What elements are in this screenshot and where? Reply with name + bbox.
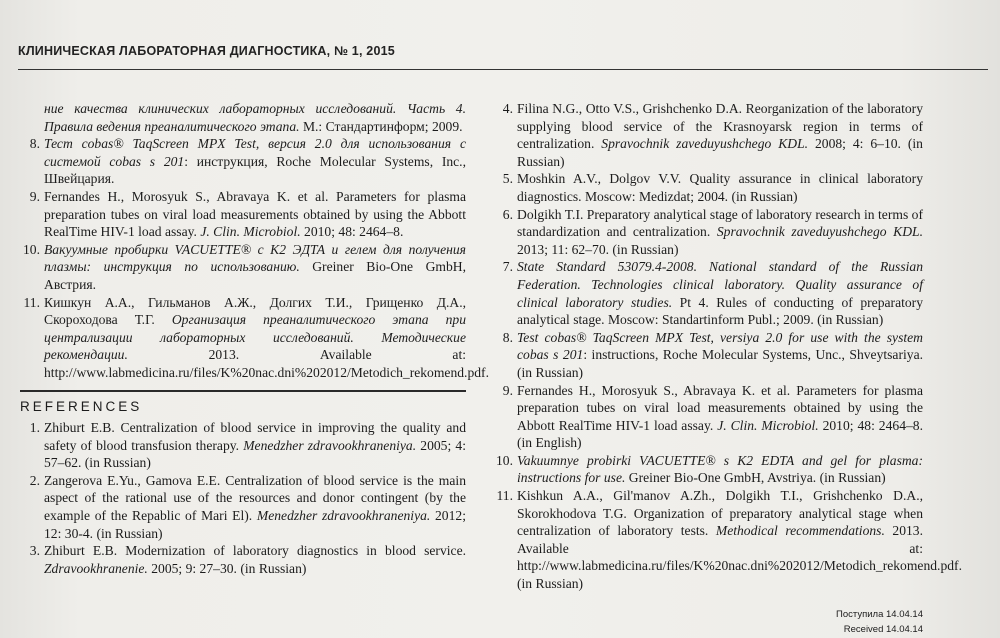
reference-plain: Greiner Bio-One GmbH, Австрия. bbox=[44, 259, 466, 292]
reference-plain-tail: 2010; 48: 2464–8. bbox=[300, 224, 404, 240]
reference-item-ru-10 bbox=[20, 241, 466, 294]
reference-italic: Menedzher zdravookhraneniya. bbox=[256, 508, 431, 524]
reference-number: 6. bbox=[502, 206, 513, 222]
reference-plain: Filina N.G., Otto V.S., Grishchenko D.A. Reorganization of the laboratory supplying blood service of the Krasnoyarsk region in terms of centralization. bbox=[517, 101, 923, 152]
reference-plain-tail: 2012; 12: 30-4. (in Russian) bbox=[44, 508, 466, 541]
reference-plain: Dolgikh T.I. Preparatory analytical stage of laboratory research in terms of standardization and centralization. bbox=[517, 206, 923, 240]
reference-item-en-11 bbox=[493, 487, 962, 593]
reference-number: 5. bbox=[502, 171, 513, 187]
reference-italic: Spravochnik zaveduyushchego KDL. bbox=[716, 224, 924, 240]
reference-plain-tail: 2005; 9: 27–30. (in Russian) bbox=[147, 560, 307, 576]
reference-plain: Zhiburt E.B. Modernization of laboratory diagnostics in blood service. bbox=[44, 543, 466, 559]
reference-italic: Methodical recommendations. bbox=[715, 523, 885, 539]
reference-item-en-9 bbox=[493, 382, 923, 452]
reference-plain-tail: 2013; 11: 62–70. (in Russian) bbox=[517, 241, 679, 257]
reference-plain-tail: 2008; 4: 6–10. (in Russian) bbox=[517, 136, 923, 169]
reference-italic: Вакуумные пробирки VACUETTE® с К2 ЭДТА и гелем для получения плазмы: инструкция по использованию. bbox=[44, 241, 466, 275]
reference-plain-tail: 2013. Available at: http://www.labmedicina.ru/files/K%20nac.dni%202012/Metodich_rekomend.pdf. (in Russian) bbox=[517, 523, 962, 592]
reference-number: 10. bbox=[23, 241, 40, 257]
reference-item-en-4 bbox=[493, 100, 923, 170]
reference-item-ru-9 bbox=[20, 188, 466, 241]
reference-number: 7. bbox=[502, 259, 513, 275]
reference-item-en-7 bbox=[493, 258, 923, 328]
reference-plain-tail: 2010; 48: 2464–8. (in English) bbox=[517, 417, 923, 451]
reference-number: 2. bbox=[29, 472, 40, 488]
reference-item-en-2 bbox=[20, 472, 466, 542]
reference-number: 1. bbox=[29, 420, 40, 436]
reference-plain-tail: Greiner Bio-One GmbH, Avstriya. (in Russian) bbox=[625, 470, 886, 486]
reference-item-en-1 bbox=[20, 419, 466, 472]
reference-item-en-8 bbox=[493, 329, 923, 382]
references-heading: REFERENCES bbox=[20, 398, 143, 414]
reference-plain: Moshkin A.V., Dolgov V.V. Quality assurance in clinical laboratory diagnostics. Moscow: Medizdat; 2004. (in Russian) bbox=[517, 171, 923, 204]
received-date-ru: Поступила 14.04.14 bbox=[836, 608, 923, 620]
reference-italic: Zdravookhranenie. bbox=[44, 560, 148, 576]
reference-number: 8. bbox=[29, 136, 40, 152]
reference-number: 8. bbox=[502, 329, 513, 345]
reference-number: 9. bbox=[502, 382, 513, 398]
reference-italic: Spravochnik zaveduyushchego KDL. bbox=[601, 136, 809, 152]
continued-reference-fragment bbox=[20, 100, 466, 135]
reference-number: 3. bbox=[29, 543, 40, 559]
reference-italic: Vakuumnye probirki VACUETTE® s K2 EDTA and gel for plasma: instructions for use. bbox=[517, 452, 923, 486]
header-rule bbox=[18, 69, 988, 70]
reference-item-en-3 bbox=[20, 542, 466, 577]
reference-plain: Kishkun A.A., Gil'manov A.Zh., Dolgikh T.I., Grishchenko D.A., Skorokhodova T.G. Organization of preparatory analytical stage when centralization of laboratory tests. bbox=[517, 488, 923, 539]
reference-italic: Menedzher zdravookhraneniya. bbox=[243, 437, 417, 453]
reference-item-ru-8 bbox=[20, 135, 466, 188]
reference-plain: Fernandes H., Morosyuk S., Abravaya K. et al. Parameters for plasma preparation tubes on viral load measurements obtained by using the Abbott RealTime HIV-1 load assay. bbox=[44, 188, 466, 240]
reference-italic: Тест cobas® TaqScreen MPX Test, версия 2.0 для использования с системой cobas s 201 bbox=[44, 136, 466, 169]
reference-number: 11. bbox=[23, 294, 40, 310]
reference-italic: J. Clin. Microbiol. bbox=[717, 417, 819, 433]
fragment-plain: М.: Стандартинформ; 2009. bbox=[299, 118, 463, 134]
reference-plain-tail: Pt 4. Rules of conducting of preparatory analytical stage. Moscow: Standartinform Publ.; 2009. (in Russian) bbox=[517, 294, 923, 328]
reference-number: 9. bbox=[29, 188, 40, 204]
left-column bbox=[20, 100, 489, 577]
reference-item-en-6 bbox=[493, 206, 923, 259]
reference-number: 10. bbox=[496, 452, 513, 468]
reference-plain: : инструкция, Roche Molecular Systems, Inc., Швейцария. bbox=[44, 153, 466, 187]
section-separator bbox=[20, 390, 466, 392]
reference-italic: J. Clin. Microbiol. bbox=[200, 224, 301, 240]
reference-plain-tail: 2005; 4: 57–62. (in Russian) bbox=[44, 437, 466, 471]
reference-item-ru-11 bbox=[20, 294, 489, 382]
reference-plain: Кишкун А.А., Гильманов А.Ж., Долгих Т.И., Грищенко Д.А., Скороходова Т.Г. bbox=[44, 294, 466, 328]
reference-plain: Fernandes H., Morosyuk S., Abravaya K. et al. Parameters for plasma preparation tubes on viral load measurements obtained by using the Abbott RealTime HIV-1 load assay. bbox=[517, 382, 923, 433]
received-date-en: Received 14.04.14 bbox=[843, 623, 923, 635]
reference-italic: Test cobas® TaqScreen MPX Test, versiya 2.0 for use with the system cobas s 201 bbox=[517, 329, 923, 363]
running-header: КЛИНИЧЕСКАЯ ЛАБОРАТОРНАЯ ДИАГНОСТИКА, № 1, 2015 bbox=[18, 44, 395, 58]
reference-plain-tail: 2013. Available at: http://www.labmedicina.ru/files/K%20nac.dni%202012/Metodich_rekomend.pdf. bbox=[44, 347, 489, 380]
reference-italic: State Standard 53079.4-2008. National standard of the Russian Federation. Technologies clinical laboratory. Quality assurance of clinical laboratory studies. bbox=[517, 259, 923, 310]
fragment-italic: ние качества клинических лабораторных исследований. Часть 4. Правила ведения преаналитического этапа. bbox=[44, 101, 466, 134]
reference-item-en-5 bbox=[493, 170, 923, 205]
reference-plain: Zhiburt E.B. Centralization of blood service in improving the quality and safety of blood transfusion therapy. bbox=[44, 420, 466, 453]
right-column bbox=[493, 100, 962, 637]
reference-item-en-10 bbox=[493, 452, 923, 487]
reference-plain-tail: : instructions, Roche Molecular Systems, Unc., Shveytsariya. (in Russian) bbox=[517, 347, 924, 380]
reference-plain: Zangerova E.Yu., Gamova E.E. Centralization of blood service is the main aspect of the rational use of the resources and donor contingent (by the example of the Repablic of Mari El). bbox=[44, 472, 466, 524]
reference-italic: Организация преаналитического этапа при централизации лабораторных исследований. Методические рекомендации. bbox=[44, 312, 466, 363]
reference-number: 4. bbox=[502, 101, 513, 116]
reference-number: 11. bbox=[496, 488, 513, 504]
